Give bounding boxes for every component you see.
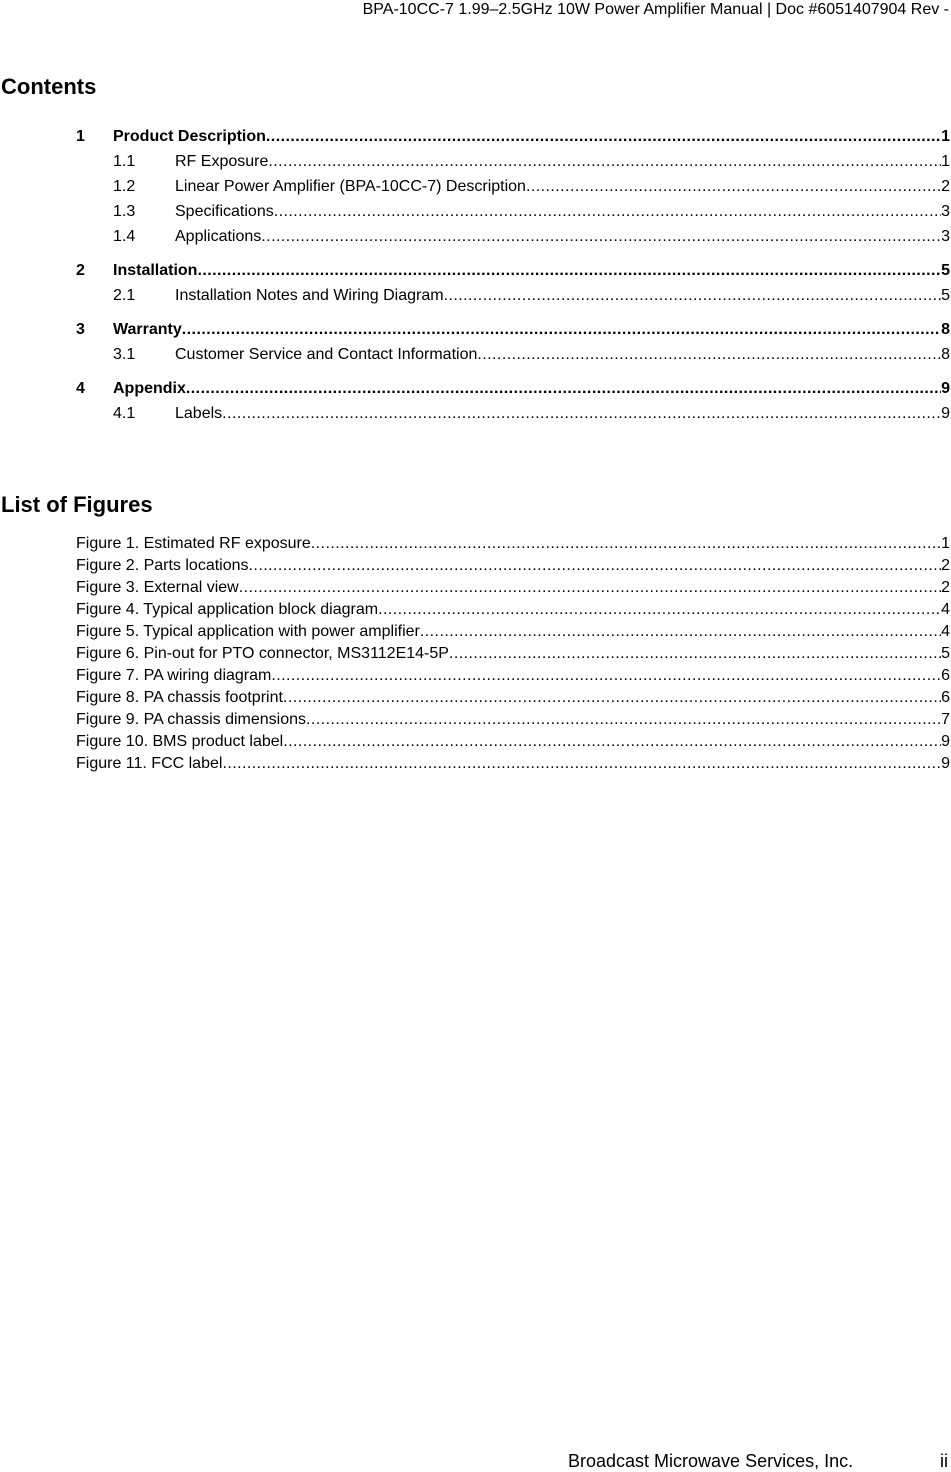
figure-entry[interactable]	[76, 731, 950, 753]
figure-entry[interactable]	[76, 577, 950, 599]
figure-entry-title: Figure 9. PA chassis dimensions	[76, 711, 307, 728]
toc-entry-page: 8	[941, 321, 950, 338]
toc-entry[interactable]	[76, 283, 950, 308]
toc-entry[interactable]	[76, 342, 950, 367]
figure-entry[interactable]	[76, 709, 950, 731]
toc-entry-title: Linear Power Amplifier (BPA-10CC-7) Description	[175, 178, 526, 195]
dot-leader	[261, 224, 941, 249]
dot-leader	[186, 376, 941, 401]
toc-entry[interactable]	[76, 149, 950, 174]
toc-entry-number: 2	[76, 262, 85, 279]
figure-entry-title: Figure 4. Typical application block diagram	[76, 601, 379, 618]
figure-entry-page: 5	[941, 645, 950, 662]
figure-entry[interactable]	[76, 643, 950, 665]
toc-entry-page: 5	[941, 262, 950, 279]
figure-entry-title: Figure 10. BMS product label	[76, 733, 284, 750]
toc-entry-title: RF Exposure	[175, 153, 269, 170]
dot-leader	[239, 577, 941, 599]
dot-leader	[283, 687, 941, 709]
figure-entry-page: 9	[941, 733, 950, 750]
dot-leader	[526, 174, 941, 199]
contents-heading: Contents	[1, 74, 97, 99]
toc-entry-page: 1	[941, 128, 950, 145]
toc-entry[interactable]	[76, 124, 950, 149]
toc-entry[interactable]	[76, 258, 950, 283]
toc-entry-number: 2.1	[113, 287, 136, 304]
toc-entry-title: Warranty	[113, 321, 182, 338]
toc-entry-page: 9	[941, 405, 950, 422]
dot-leader	[271, 665, 941, 687]
toc-entry-page: 8	[941, 346, 950, 363]
list-of-figures	[76, 533, 950, 775]
list-of-figures-heading: List of Figures	[1, 492, 153, 517]
toc-entry-number: 4.1	[113, 405, 136, 422]
toc-entry-title: Customer Service and Contact Information	[175, 346, 478, 363]
figure-entry-page: 4	[941, 623, 950, 640]
toc-entry-title: Appendix	[113, 380, 186, 397]
figure-entry-title: Figure 8. PA chassis footprint	[76, 689, 283, 706]
figure-entry-page: 1	[941, 535, 950, 552]
toc-entry-page: 9	[941, 380, 950, 397]
figure-entry-page: 6	[941, 689, 950, 706]
toc-entry-page: 3	[941, 203, 950, 220]
figure-entry[interactable]	[76, 687, 950, 709]
dot-leader	[266, 124, 941, 149]
figure-entry-page: 7	[941, 711, 950, 728]
toc-entry[interactable]	[76, 174, 950, 199]
toc-entry-number: 1.2	[113, 178, 136, 195]
figure-entry[interactable]	[76, 599, 950, 621]
toc-entry-title: Labels	[175, 405, 223, 422]
toc-entry[interactable]	[76, 317, 950, 342]
toc-entry-number: 3	[76, 321, 85, 338]
toc-entry[interactable]	[76, 376, 950, 401]
table-of-contents	[76, 124, 950, 426]
dot-leader	[444, 283, 942, 308]
toc-entry-title: Installation	[113, 262, 198, 279]
figure-entry-page: 6	[941, 667, 950, 684]
toc-entry-title: Specifications	[175, 203, 274, 220]
toc-entry-title: Applications	[175, 228, 262, 245]
figure-entry-page: 9	[941, 755, 950, 772]
dot-leader	[378, 599, 941, 621]
figure-entry[interactable]	[76, 621, 950, 643]
dot-leader	[283, 731, 941, 753]
toc-entry-number: 1.4	[113, 228, 136, 245]
figure-entry-title: Figure 7. PA wiring diagram	[76, 667, 272, 684]
toc-entry-number: 3.1	[113, 346, 136, 363]
dot-leader	[311, 533, 941, 555]
toc-entry-title: Installation Notes and Wiring Diagram	[175, 287, 444, 304]
figure-entry-title: Figure 2. Parts locations	[76, 557, 249, 574]
figure-entry[interactable]	[76, 555, 950, 577]
figure-entry-page: 4	[941, 601, 950, 618]
toc-entry-title: Product Description	[113, 128, 266, 145]
footer-company: Broadcast Microwave Services, Inc.	[568, 1451, 854, 1471]
dot-leader	[222, 753, 941, 775]
figure-entry-title: Figure 6. Pin-out for PTO connector, MS3112E14-5P	[76, 645, 449, 662]
toc-entry-number: 1.1	[113, 153, 136, 170]
figure-entry-title: Figure 11. FCC label	[76, 755, 223, 772]
dot-leader	[274, 199, 941, 224]
figure-entry[interactable]	[76, 753, 950, 775]
footer-page-number: ii	[940, 1451, 948, 1471]
toc-entry-page: 5	[941, 287, 950, 304]
dot-leader	[268, 149, 941, 174]
toc-entry-number: 1.3	[113, 203, 136, 220]
page-header: BPA-10CC-7 1.99–2.5GHz 10W Power Amplifier Manual | Doc #6051407904 Rev -	[362, 1, 949, 18]
figure-entry-title: Figure 1. Estimated RF exposure	[76, 535, 311, 552]
toc-entry-number: 4	[76, 380, 85, 397]
toc-entry-page: 3	[941, 228, 950, 245]
dot-leader	[197, 258, 941, 283]
dot-leader	[306, 709, 941, 731]
dot-leader	[249, 555, 942, 577]
dot-leader	[182, 317, 941, 342]
figure-entry-title: Figure 5. Typical application with power amplifier	[76, 623, 420, 640]
figure-entry[interactable]	[76, 665, 950, 687]
toc-entry-number: 1	[76, 128, 85, 145]
toc-entry-page: 1	[941, 153, 950, 170]
figure-entry-title: Figure 3. External view	[76, 579, 239, 596]
figure-entry[interactable]	[76, 533, 950, 555]
dot-leader	[477, 342, 941, 367]
dot-leader	[222, 401, 941, 426]
figure-entry-page: 2	[941, 557, 950, 574]
dot-leader	[420, 621, 941, 643]
toc-entry[interactable]	[76, 224, 950, 249]
dot-leader	[449, 643, 941, 665]
toc-entry-page: 2	[941, 178, 950, 195]
toc-entry[interactable]	[76, 199, 950, 224]
toc-entry[interactable]	[76, 401, 950, 426]
figure-entry-page: 2	[941, 579, 950, 596]
